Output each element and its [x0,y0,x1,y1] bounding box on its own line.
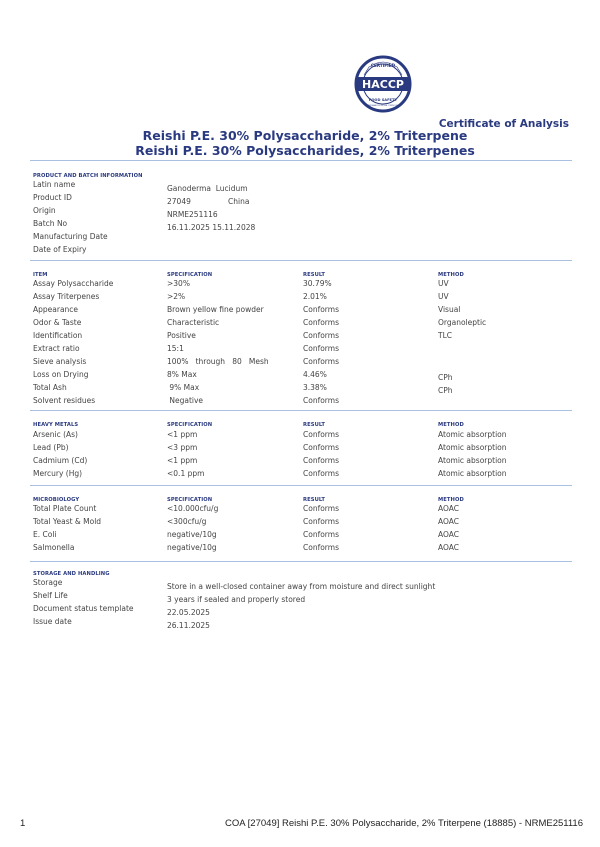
table-cell: Conforms [303,504,339,513]
product-label: Batch No [33,219,68,228]
divider [30,410,572,411]
table-cell: Extract ratio [33,344,80,353]
product-label: Latin name [33,180,76,189]
table-cell: negative/10g [167,543,217,552]
table-cell: Conforms [303,331,339,340]
column-header: METHOD [438,272,464,278]
table-cell: 15:1 [167,344,184,353]
divider [30,561,572,562]
table-cell: Conforms [303,456,339,465]
column-header: RESULT [303,272,326,278]
table-cell: UV [438,292,449,301]
table-cell: >2% [167,292,186,301]
table-cell: Conforms [303,530,339,539]
origin-value: China [228,197,250,206]
table-cell: Atomic absorption [438,456,507,465]
svg-text:HAZARD ANALYSIS CRITICAL CONTR: HAZARD ANALYSIS CRITICAL CONTROL POINT [364,106,402,107]
table-cell: Atomic absorption [438,430,507,439]
table-cell: Conforms [303,357,339,366]
table-cell: 9% Max [167,383,200,392]
table-cell: Sieve analysis [33,357,87,366]
table-cell: 2.01% [303,292,327,301]
table-cell: Total Yeast & Mold [33,517,102,526]
table-cell: <1 ppm [167,456,198,465]
column-header: SPECIFICATION [167,272,213,278]
table-cell: UV [438,279,449,288]
method-cph-1: CPh [438,373,453,382]
storage-value: 3 years if sealed and properly stored [167,595,306,604]
table-cell: 4.46% [303,370,327,379]
column-header: HEAVY METALS [33,422,79,428]
table-cell: AOAC [438,517,460,526]
table-cell: AOAC [438,530,460,539]
svg-text:HACCP: HACCP [362,78,404,91]
storage-value: Store in a well-closed container away from moisture and direct sunlight [167,582,436,591]
table-cell: Brown yellow fine powder [167,305,264,314]
table-cell: Visual [438,305,461,314]
table-cell: Conforms [303,543,339,552]
table-cell: Conforms [303,396,339,405]
table-cell: Total Ash [33,383,67,392]
haccp-logo [354,55,412,113]
table-cell: Organoleptic [438,318,487,327]
table-cell: AOAC [438,543,460,552]
table-cell: E. Coli [33,530,57,539]
table-cell: Arsenic (As) [33,430,78,439]
table-cell: Solvent residues [33,396,96,405]
table-cell: Cadmium (Cd) [33,456,88,465]
table-cell: <1 ppm [167,430,198,439]
storage-label: Storage [33,578,63,587]
svg-text:CERTIFIED: CERTIFIED [370,63,396,68]
section-header-storage: STORAGE AND HANDLING [33,571,110,577]
table-cell: Conforms [303,430,339,439]
column-header: RESULT [303,497,326,503]
table-cell: 100% through 80 Mesh [167,357,269,366]
storage-label: Issue date [33,617,72,626]
table-cell: Conforms [303,443,339,452]
table-cell: Conforms [303,469,339,478]
storage-label: Document status template [33,604,134,613]
table-cell: Conforms [303,305,339,314]
table-cell: <0.1 ppm [167,469,205,478]
table-cell: Atomic absorption [438,443,507,452]
column-header: METHOD [438,497,464,503]
table-cell: 3.38% [303,383,327,392]
table-cell: Conforms [303,318,339,327]
table-cell: Lead (Pb) [33,443,69,452]
product-label: Date of Expiry [33,245,87,254]
table-cell: Atomic absorption [438,469,507,478]
dates-value: 16.11.2025 15.11.2028 [167,223,256,232]
product-title: Reishi P.E. 30% Polysaccharide, 2% Triterpene [142,128,468,143]
table-cell: Characteristic [167,318,220,327]
table-cell: Odor & Taste [33,318,82,327]
section-header-product: PRODUCT AND BATCH INFORMATION [33,173,143,179]
svg-text:FOOD SAFETY: FOOD SAFETY [368,98,398,102]
table-cell: 30.79% [303,279,332,288]
storage-value: 26.11.2025 [167,621,210,630]
product-label: Origin [33,206,56,215]
table-cell: TLC [438,331,452,340]
table-cell: Negative [167,396,204,405]
divider [30,260,572,261]
column-header: SPECIFICATION [167,422,213,428]
storage-label: Shelf Life [33,591,68,600]
table-cell: Conforms [303,344,339,353]
table-cell: Identification [33,331,83,340]
divider [30,485,572,486]
table-cell: <10.000cfu/g [167,504,219,513]
batch-no-value: NRME251116 [167,210,218,219]
column-header: ITEM [33,272,48,278]
product-label: Product ID [33,193,72,202]
table-cell: Appearance [33,305,79,314]
table-cell: negative/10g [167,530,217,539]
table-cell: <300cfu/g [167,517,207,526]
column-header: SPECIFICATION [167,497,213,503]
table-cell: Total Plate Count [33,504,97,513]
product-id-value: 27049 [167,197,191,206]
product-title-alt: Reishi P.E. 30% Polysaccharides, 2% Triterpenes [135,143,475,158]
document-type-label: Certificate of Analysis [438,118,569,130]
table-cell: >30% [167,279,190,288]
column-header: METHOD [438,422,464,428]
table-cell: Salmonella [33,543,75,552]
table-cell: <3 ppm [167,443,198,452]
page-number: 1 [20,818,26,829]
table-cell: Positive [167,331,196,340]
divider [30,160,572,161]
product-label: Manufacturing Date [33,232,108,241]
column-header: RESULT [303,422,326,428]
table-cell: Conforms [303,517,339,526]
table-cell: 8% Max [167,370,197,379]
column-header: MICROBIOLOGY [33,497,80,503]
table-cell: Mercury (Hg) [33,469,83,478]
footer-text: COA [27049] Reishi P.E. 30% Polysaccharide, 2% Triterpene (18885) - NRME251116 [224,818,583,829]
table-cell: Loss on Drying [33,370,89,379]
method-cph-2: CPh [438,386,453,395]
table-cell: Assay Polysaccharide [33,279,114,288]
latin-name-value: Ganoderma Lucidum [167,184,248,193]
table-cell: AOAC [438,504,460,513]
table-cell: Assay Triterpenes [33,292,100,301]
storage-value: 22.05.2025 [167,608,210,617]
